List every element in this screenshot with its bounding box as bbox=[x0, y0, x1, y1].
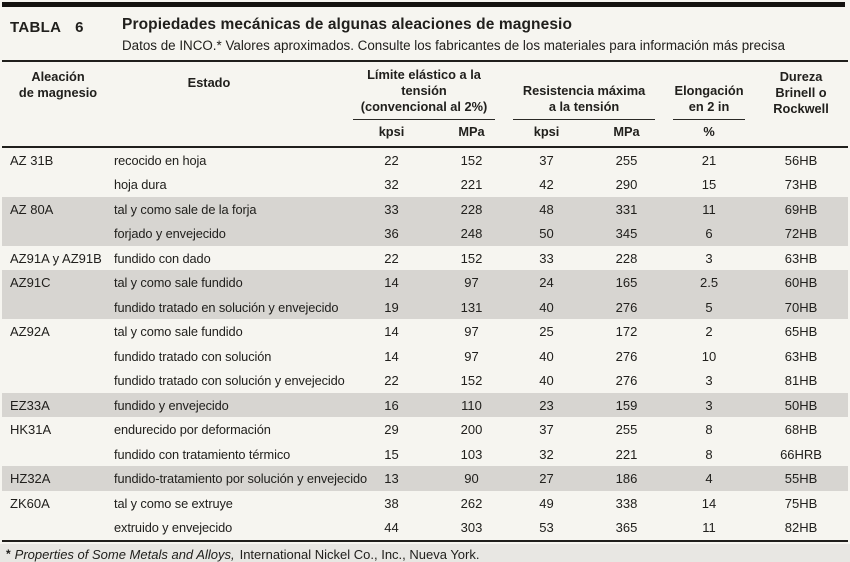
cell-estado: tal y como sale de la forja bbox=[114, 201, 257, 217]
cell-estado: tal y como sale fundido bbox=[114, 324, 243, 340]
col-header-uts-kpsi: kpsi bbox=[504, 120, 589, 147]
table-row bbox=[2, 515, 848, 541]
cell-elongation: 2 bbox=[705, 324, 713, 340]
cell-yield-kpsi: 14 bbox=[384, 348, 399, 364]
cell-elongation: 10 bbox=[701, 348, 717, 364]
footnote-publisher: International Nickel Co., Inc., Nueva York. bbox=[239, 546, 480, 562]
cell-hardness: 65HB bbox=[784, 324, 818, 340]
cell-estado: fundido y envejecido bbox=[114, 397, 229, 413]
footnote-marker: * bbox=[6, 546, 11, 561]
table-body bbox=[2, 147, 848, 541]
table-row bbox=[2, 491, 848, 516]
col-group-ultimate-label bbox=[513, 78, 655, 120]
cell-uts-kpsi: 53 bbox=[539, 520, 554, 536]
cell-yield-kpsi: 38 bbox=[384, 495, 399, 511]
footnote-source-title: Properties of Some Metals and Alloys, bbox=[14, 546, 235, 562]
cell-alloy-name bbox=[2, 221, 114, 246]
cell-alloy-name: AZ92A bbox=[10, 324, 50, 340]
cell-uts-mpa: 172 bbox=[615, 324, 638, 340]
cell-uts-kpsi: 37 bbox=[539, 152, 554, 168]
cell-uts-kpsi: 48 bbox=[539, 201, 554, 217]
cell-uts-mpa: 365 bbox=[615, 520, 638, 536]
cell-uts-kpsi: 40 bbox=[539, 373, 554, 389]
cell-estado: tal y como se extruye bbox=[114, 495, 233, 511]
cell-yield-mpa: 103 bbox=[460, 446, 483, 462]
cell-yield-kpsi: 32 bbox=[384, 177, 399, 193]
table-row bbox=[2, 368, 848, 393]
cell-alloy-name: HK31A bbox=[10, 422, 52, 438]
cell-uts-mpa: 221 bbox=[615, 446, 638, 462]
cell-uts-kpsi: 23 bbox=[539, 397, 554, 413]
cell-uts-mpa: 276 bbox=[615, 299, 638, 315]
cell-alloy-name bbox=[2, 442, 114, 467]
cell-yield-kpsi: 36 bbox=[384, 226, 399, 242]
cell-elongation: 14 bbox=[701, 495, 717, 511]
cell-estado: fundido con tratamiento térmico bbox=[114, 446, 291, 462]
uts-group-line1: Resistencia máxima bbox=[522, 82, 646, 98]
col-header-alloy-line1: Aleación bbox=[31, 69, 85, 84]
cell-yield-kpsi: 13 bbox=[384, 471, 399, 487]
cell-yield-kpsi: 33 bbox=[384, 201, 399, 217]
table-row bbox=[2, 442, 848, 467]
cell-elongation: 2.5 bbox=[699, 275, 719, 291]
cell-estado: fundido tratado con solución bbox=[114, 348, 272, 364]
cell-elongation: 3 bbox=[705, 373, 713, 389]
table-row bbox=[2, 466, 848, 491]
table-row bbox=[2, 344, 848, 369]
cell-alloy-name bbox=[2, 368, 114, 393]
uts-group-line2: a la tensión bbox=[548, 98, 620, 114]
cell-yield-kpsi: 14 bbox=[384, 275, 399, 291]
cell-yield-mpa: 262 bbox=[460, 495, 483, 511]
col-header-yield-mpa: MPa bbox=[439, 120, 504, 147]
cell-alloy-name: ZK60A bbox=[10, 495, 50, 511]
cell-estado: fundido con dado bbox=[114, 250, 211, 266]
table-row bbox=[2, 270, 848, 295]
cell-elongation: 11 bbox=[702, 201, 716, 217]
cell-yield-mpa: 131 bbox=[460, 299, 483, 315]
cell-uts-mpa: 338 bbox=[615, 495, 638, 511]
cell-uts-kpsi: 50 bbox=[539, 226, 554, 242]
col-header-uts-mpa: MPa bbox=[589, 120, 664, 147]
cell-yield-mpa: 221 bbox=[460, 177, 483, 193]
col-group-ultimate-strength bbox=[504, 61, 664, 120]
cell-hardness: 55HB bbox=[784, 471, 818, 487]
cell-uts-mpa: 159 bbox=[615, 397, 638, 413]
cell-elongation: 6 bbox=[705, 226, 713, 242]
table-row bbox=[2, 197, 848, 222]
cell-uts-mpa: 165 bbox=[615, 275, 638, 291]
cell-alloy-name bbox=[2, 515, 114, 541]
cell-uts-mpa: 290 bbox=[615, 177, 638, 193]
cell-uts-kpsi: 49 bbox=[539, 495, 554, 511]
cell-hardness: 73HB bbox=[784, 177, 818, 193]
hardness-line2: Brinell o bbox=[775, 84, 827, 100]
cell-yield-mpa: 303 bbox=[460, 520, 483, 536]
cell-yield-kpsi: 16 bbox=[384, 397, 399, 413]
col-header-yield-kpsi: kpsi bbox=[344, 120, 439, 147]
cell-estado: endurecido por deformación bbox=[114, 422, 271, 438]
cell-estado: forjado y envejecido bbox=[114, 226, 226, 242]
cell-yield-mpa: 97 bbox=[464, 275, 479, 291]
cell-hardness: 81HB bbox=[784, 373, 818, 389]
cell-yield-mpa: 152 bbox=[460, 373, 483, 389]
cell-estado: fundido tratado en solución y envejecido bbox=[114, 299, 339, 315]
cell-hardness: 69HB bbox=[784, 201, 818, 217]
table-head bbox=[2, 61, 848, 147]
cell-estado: recocido en hoja bbox=[114, 152, 207, 168]
col-header-hardness bbox=[754, 61, 848, 147]
cell-yield-kpsi: 14 bbox=[384, 324, 399, 340]
cell-alloy-name: AZ 31B bbox=[10, 152, 54, 168]
hardness-line3: Rockwell bbox=[773, 100, 829, 116]
cell-hardness: 72HB bbox=[784, 226, 818, 242]
cell-alloy-name: HZ32A bbox=[10, 471, 51, 487]
cell-elongation: 5 bbox=[705, 299, 713, 315]
cell-hardness: 75HB bbox=[784, 495, 818, 511]
cell-elongation: 3 bbox=[705, 397, 713, 413]
cell-yield-mpa: 248 bbox=[460, 226, 483, 242]
cell-uts-mpa: 331 bbox=[615, 201, 638, 217]
col-group-yield-label bbox=[353, 62, 495, 120]
cell-uts-mpa: 345 bbox=[615, 226, 638, 242]
cell-yield-mpa: 97 bbox=[464, 324, 479, 340]
cell-hardness: 60HB bbox=[784, 275, 818, 291]
cell-alloy-name: AZ 80A bbox=[10, 201, 54, 217]
col-header-estado: Estado bbox=[114, 61, 344, 147]
cell-yield-mpa: 152 bbox=[460, 250, 483, 266]
table-row bbox=[2, 221, 848, 246]
cell-hardness: 50HB bbox=[784, 397, 818, 413]
cell-uts-kpsi: 25 bbox=[539, 324, 554, 340]
col-group-elongation-label bbox=[673, 78, 745, 120]
cell-alloy-name: AZ91A y AZ91B bbox=[10, 250, 102, 266]
col-header-elongation-percent: % bbox=[664, 120, 754, 147]
cell-uts-mpa: 228 bbox=[615, 250, 638, 266]
cell-alloy-name bbox=[2, 344, 114, 369]
cell-hardness: 66HRB bbox=[780, 446, 822, 462]
table-row bbox=[2, 172, 848, 197]
cell-yield-kpsi: 44 bbox=[384, 520, 399, 536]
cell-elongation: 11 bbox=[702, 520, 716, 536]
cell-yield-mpa: 228 bbox=[460, 201, 483, 217]
elongation-group-line1: Elongación bbox=[674, 82, 744, 98]
top-rule-bar bbox=[2, 2, 845, 7]
cell-uts-mpa: 255 bbox=[615, 422, 638, 438]
cell-yield-kpsi: 22 bbox=[384, 373, 399, 389]
cell-yield-mpa: 90 bbox=[464, 471, 479, 487]
cell-elongation: 8 bbox=[705, 446, 713, 462]
cell-uts-kpsi: 27 bbox=[539, 471, 554, 487]
footnote bbox=[6, 547, 840, 562]
cell-elongation: 3 bbox=[705, 250, 713, 266]
hardness-line1: Dureza bbox=[779, 69, 823, 84]
cell-uts-mpa: 255 bbox=[615, 152, 638, 168]
col-group-elongation bbox=[664, 61, 754, 120]
table-subtitle: Datos de INCO.* Valores aproximados. Consulte los fabricantes de los materiales para información más precisa bbox=[122, 38, 785, 53]
cell-hardness: 63HB bbox=[784, 348, 818, 364]
cell-yield-kpsi: 29 bbox=[384, 422, 399, 438]
table-row bbox=[2, 393, 848, 418]
elongation-group-line2: en 2 in bbox=[688, 98, 730, 114]
cell-yield-kpsi: 15 bbox=[384, 446, 399, 462]
table-header-block bbox=[0, 0, 850, 53]
cell-elongation: 15 bbox=[701, 177, 717, 193]
cell-yield-mpa: 152 bbox=[460, 152, 483, 168]
cell-uts-kpsi: 40 bbox=[539, 299, 554, 315]
cell-estado: fundido tratado con solución y envejecido bbox=[114, 373, 345, 389]
yield-group-line2: (convencional al 2%) bbox=[360, 98, 488, 114]
cell-hardness: 68HB bbox=[784, 422, 818, 438]
cell-uts-kpsi: 32 bbox=[539, 446, 554, 462]
table-title: Propiedades mecánicas de algunas aleaciones de magnesio bbox=[122, 16, 573, 33]
cell-yield-mpa: 97 bbox=[464, 348, 479, 364]
cell-yield-kpsi: 22 bbox=[384, 152, 399, 168]
properties-table bbox=[2, 60, 848, 542]
cell-hardness: 82HB bbox=[784, 520, 818, 536]
cell-uts-mpa: 276 bbox=[615, 348, 638, 364]
table-row bbox=[2, 417, 848, 442]
cell-uts-kpsi: 24 bbox=[539, 275, 554, 291]
table-number-label: TABLA 6 bbox=[10, 19, 84, 36]
cell-yield-mpa: 110 bbox=[461, 397, 482, 413]
cell-hardness: 63HB bbox=[784, 250, 818, 266]
cell-alloy-name: EZ33A bbox=[10, 397, 50, 413]
cell-estado: tal y como sale fundido bbox=[114, 275, 243, 291]
cell-elongation: 8 bbox=[705, 422, 713, 438]
cell-yield-kpsi: 19 bbox=[384, 299, 399, 315]
col-header-alloy bbox=[2, 61, 114, 147]
cell-elongation: 21 bbox=[701, 152, 717, 168]
cell-uts-kpsi: 42 bbox=[539, 177, 554, 193]
table-row bbox=[2, 147, 848, 173]
table-row bbox=[2, 246, 848, 271]
cell-estado: fundido-tratamiento por solución y envejecido bbox=[114, 471, 368, 487]
cell-alloy-name bbox=[2, 295, 114, 320]
col-header-alloy-line2: de magnesio bbox=[18, 84, 98, 100]
cell-uts-kpsi: 40 bbox=[539, 348, 554, 364]
cell-hardness: 56HB bbox=[784, 152, 818, 168]
title-block bbox=[122, 16, 842, 53]
cell-alloy-name bbox=[2, 172, 114, 197]
cell-uts-kpsi: 33 bbox=[539, 250, 554, 266]
cell-uts-kpsi: 37 bbox=[539, 422, 554, 438]
cell-yield-kpsi: 22 bbox=[384, 250, 399, 266]
cell-alloy-name: AZ91C bbox=[10, 275, 51, 291]
col-group-yield-strength bbox=[344, 61, 504, 120]
yield-group-line1: Límite elástico a la tensión bbox=[367, 67, 481, 98]
table-row bbox=[2, 295, 848, 320]
cell-elongation: 4 bbox=[705, 471, 713, 487]
cell-yield-mpa: 200 bbox=[460, 422, 483, 438]
cell-uts-mpa: 186 bbox=[615, 471, 638, 487]
cell-hardness: 70HB bbox=[784, 299, 818, 315]
table-row bbox=[2, 319, 848, 344]
cell-estado: extruido y envejecido bbox=[114, 520, 233, 536]
cell-estado: hoja dura bbox=[114, 177, 167, 193]
cell-uts-mpa: 276 bbox=[615, 373, 638, 389]
